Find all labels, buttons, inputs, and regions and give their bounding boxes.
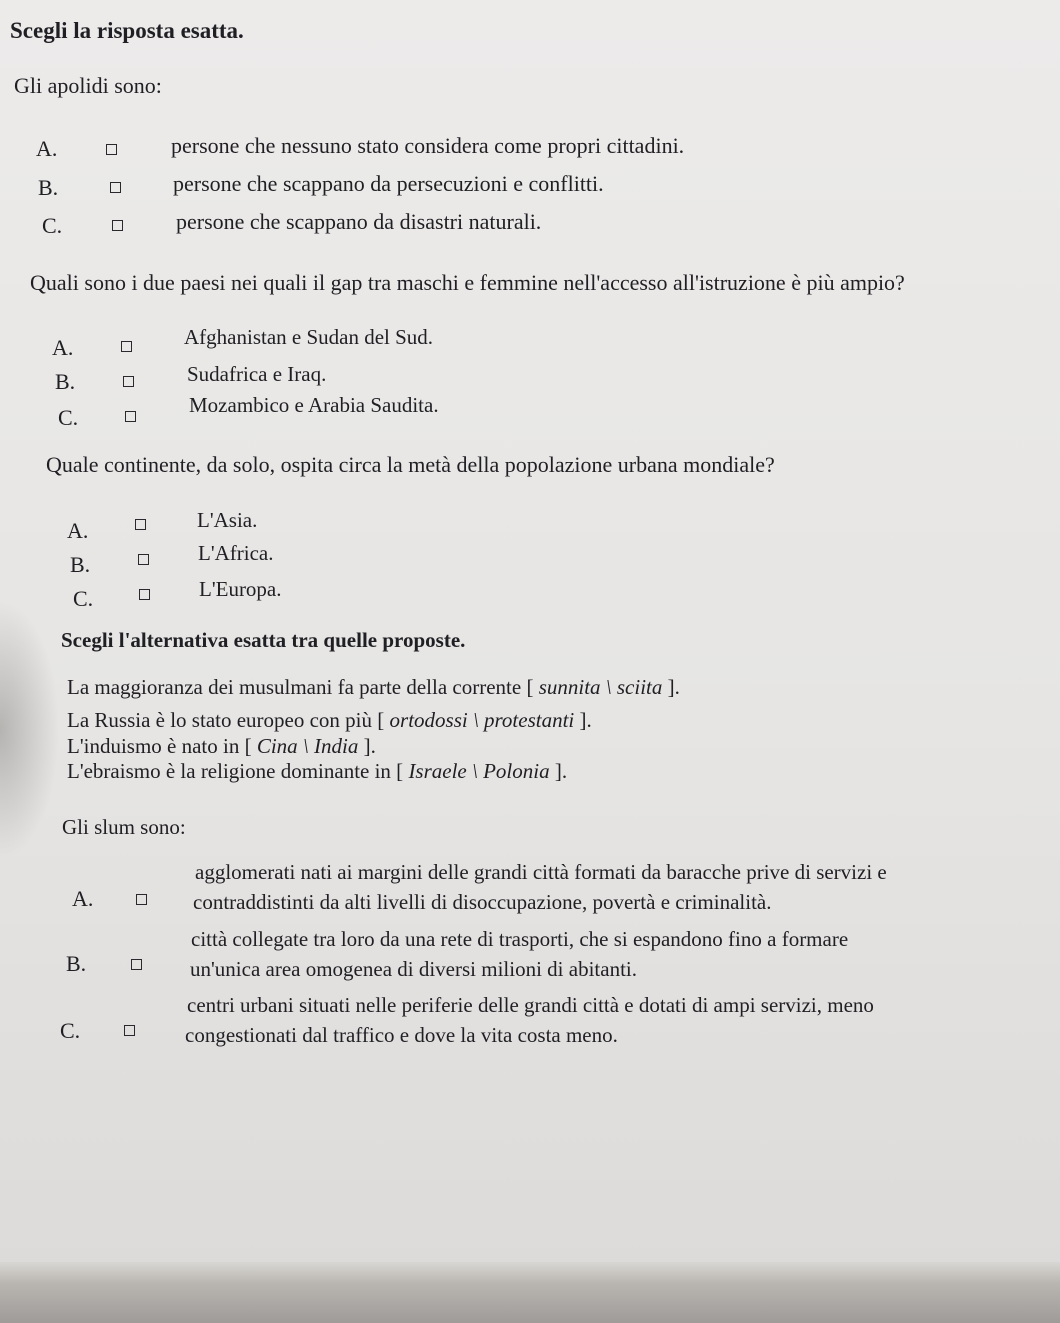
q2-option-c-checkbox[interactable]	[125, 411, 136, 422]
q5-option-b-letter: B.	[66, 951, 87, 976]
q5-option-a-line-1: agglomerati nati ai margini delle grandi città formati da baracche prive di servizi e	[195, 860, 887, 884]
question-2: Quali sono i due paesi nei quali il gap tra maschi e femmine nell'accesso all'istruzione è più ampio?	[30, 270, 905, 295]
q4-sentence-1	[67, 674, 680, 700]
q4-s4-choice[interactable]: Israele \ Polonia	[408, 759, 550, 783]
q4-s4-after: ].	[549, 759, 568, 783]
q3-option-a-checkbox[interactable]	[135, 519, 146, 530]
question-3: Quale continente, da solo, ospita circa la metà della popolazione urbana mondiale?	[46, 452, 775, 477]
q3-option-b-checkbox[interactable]	[138, 554, 149, 565]
q2-option-c-letter: C.	[58, 405, 79, 430]
q5-option-b-line-2: un'unica area omogenea di diversi milioni di abitanti.	[190, 957, 637, 981]
q1-option-b-text: persone che scappano da persecuzioni e conflitti.	[173, 171, 604, 196]
q4-s4-before: L'ebraismo è la religione dominante in [	[67, 759, 409, 783]
q4-s1-before: La maggioranza dei musulmani fa parte della corrente [	[67, 675, 539, 699]
q1-option-a-text: persone che nessuno stato considera come propri cittadini.	[171, 133, 685, 158]
q3-option-c-checkbox[interactable]	[139, 589, 150, 600]
q1-option-c-text: persone che scappano da disastri naturali.	[176, 209, 542, 234]
page-shadow	[0, 600, 60, 860]
q3-option-b-text: L'Africa.	[198, 541, 274, 565]
q5-option-b-line-1: città collegate tra loro da una rete di trasporti, che si espandono fino a formare	[191, 927, 849, 951]
q4-s2-after: ].	[574, 708, 592, 732]
q3-option-a-text: L'Asia.	[197, 508, 258, 532]
q5-option-c-checkbox[interactable]	[124, 1025, 135, 1036]
q1-option-b-checkbox[interactable]	[110, 182, 121, 193]
q4-s1-after: ].	[662, 675, 680, 699]
instruction-heading: Scegli la risposta esatta.	[10, 18, 244, 43]
q1-option-a-letter: A.	[36, 136, 58, 161]
q2-option-c-text: Mozambico e Arabia Saudita.	[189, 393, 439, 417]
q4-s2-choice[interactable]: ortodossi \ protestanti	[389, 708, 575, 732]
q5-option-b-text	[191, 924, 848, 984]
q4-sentence-2	[67, 707, 592, 733]
q2-option-a-letter: A.	[52, 335, 74, 360]
q3-option-a-letter: A.	[67, 518, 89, 543]
page-bottom-edge	[0, 1262, 1060, 1323]
q5-option-c-text	[187, 990, 874, 1050]
q2-option-a-checkbox[interactable]	[121, 341, 132, 352]
q5-option-a-checkbox[interactable]	[136, 894, 147, 905]
q2-option-b-checkbox[interactable]	[123, 376, 134, 387]
q1-option-b-letter: B.	[38, 175, 59, 200]
q1-option-c-checkbox[interactable]	[112, 220, 123, 231]
q4-s2-before: La Russia è lo stato europeo con più [	[67, 708, 390, 732]
question-5: Gli slum sono:	[62, 815, 186, 839]
q4-s3-choice[interactable]: Cina \ India	[256, 734, 359, 758]
q4-instruction: Scegli l'alternativa esatta tra quelle proposte.	[61, 628, 466, 652]
q5-option-c-line-2: congestionati dal traffico e dove la vita costa meno.	[185, 1023, 618, 1047]
q5-option-a-letter: A.	[72, 886, 94, 911]
q2-option-b-text: Sudafrica e Iraq.	[187, 362, 327, 386]
q3-option-c-text: L'Europa.	[199, 577, 282, 601]
q5-option-c-line-1: centri urbani situati nelle periferie delle grandi città e dotati di ampi servizi, meno	[187, 993, 874, 1017]
q4-s1-choice[interactable]: sunnita \ sciita	[538, 675, 663, 699]
q5-option-c-letter: C.	[60, 1018, 81, 1043]
q2-option-a-text: Afghanistan e Sudan del Sud.	[184, 325, 434, 349]
q5-option-a-text	[195, 857, 887, 917]
q5-option-b-checkbox[interactable]	[131, 959, 142, 970]
q5-option-a-line-2: contraddistinti da alti livelli di disoccupazione, povertà e criminalità.	[193, 890, 772, 914]
q3-option-b-letter: B.	[70, 552, 91, 577]
q4-sentence-4	[67, 758, 567, 784]
question-1: Gli apolidi sono:	[14, 73, 162, 98]
q1-option-a-checkbox[interactable]	[106, 144, 117, 155]
q2-option-b-letter: B.	[55, 369, 76, 394]
q4-sentence-3	[67, 733, 376, 759]
q4-s3-after: ].	[358, 734, 376, 758]
q3-option-c-letter: C.	[73, 586, 94, 611]
q4-s3-before: L'induismo è nato in [	[67, 734, 257, 758]
q1-option-c-letter: C.	[42, 213, 63, 238]
